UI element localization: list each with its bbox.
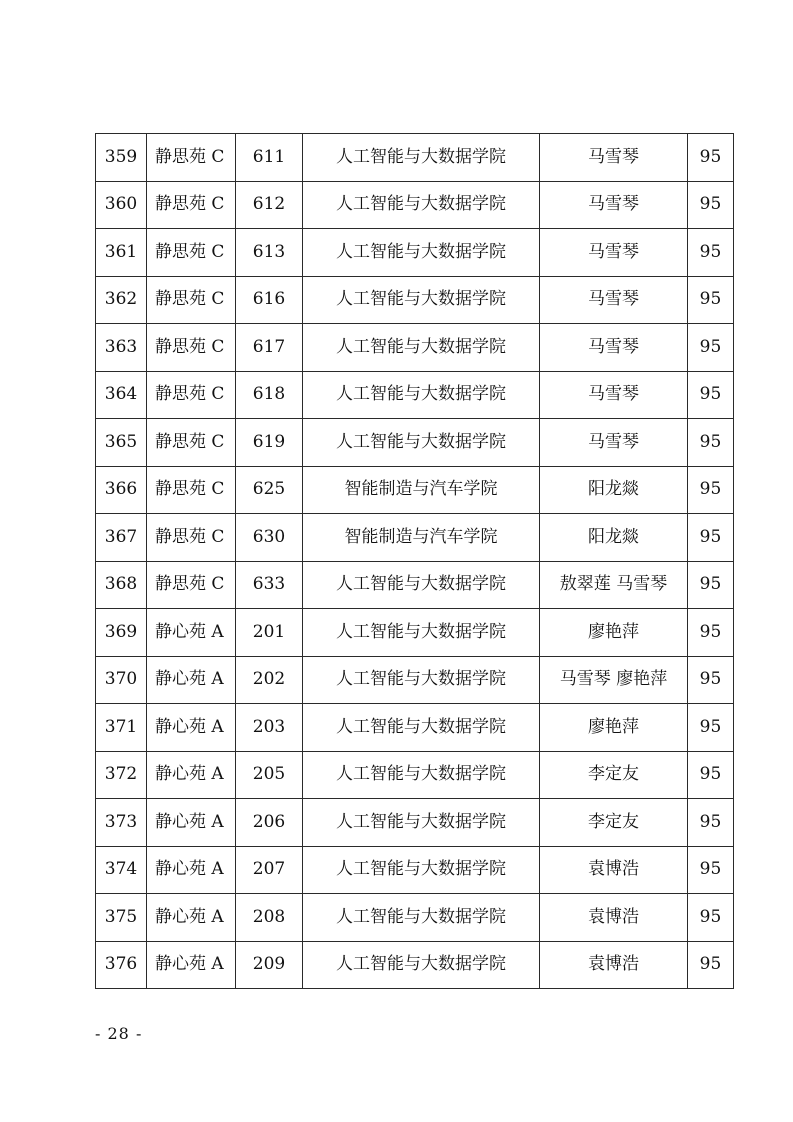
table-row xyxy=(96,419,734,467)
college-name: 人工智能与大数据学院 xyxy=(303,799,540,847)
table-row xyxy=(96,941,734,989)
building-name: 静心苑 A xyxy=(147,704,236,752)
score: 95 xyxy=(688,514,734,562)
room-number: 625 xyxy=(236,466,303,514)
college-name: 智能制造与汽车学院 xyxy=(303,514,540,562)
counselor-name: 袁博浩 xyxy=(540,846,688,894)
college-name: 人工智能与大数据学院 xyxy=(303,276,540,324)
row-index: 369 xyxy=(96,609,147,657)
table-body xyxy=(96,134,734,989)
table-row xyxy=(96,656,734,704)
table-row xyxy=(96,846,734,894)
room-number: 617 xyxy=(236,324,303,372)
college-name: 智能制造与汽车学院 xyxy=(303,466,540,514)
college-name: 人工智能与大数据学院 xyxy=(303,324,540,372)
counselor-name: 马雪琴 廖艳萍 xyxy=(540,656,688,704)
table-row xyxy=(96,324,734,372)
building-name: 静思苑 C xyxy=(147,466,236,514)
counselor-name: 马雪琴 xyxy=(540,324,688,372)
building-name: 静思苑 C xyxy=(147,561,236,609)
college-name: 人工智能与大数据学院 xyxy=(303,134,540,182)
room-number: 206 xyxy=(236,799,303,847)
college-name: 人工智能与大数据学院 xyxy=(303,561,540,609)
row-index: 373 xyxy=(96,799,147,847)
room-number: 203 xyxy=(236,704,303,752)
score: 95 xyxy=(688,561,734,609)
room-number: 208 xyxy=(236,894,303,942)
building-name: 静思苑 C xyxy=(147,229,236,277)
score: 95 xyxy=(688,941,734,989)
score: 95 xyxy=(688,371,734,419)
building-name: 静心苑 A xyxy=(147,751,236,799)
building-name: 静思苑 C xyxy=(147,419,236,467)
college-name: 人工智能与大数据学院 xyxy=(303,941,540,989)
college-name: 人工智能与大数据学院 xyxy=(303,846,540,894)
building-name: 静心苑 A xyxy=(147,846,236,894)
score: 95 xyxy=(688,609,734,657)
row-index: 366 xyxy=(96,466,147,514)
college-name: 人工智能与大数据学院 xyxy=(303,419,540,467)
college-name: 人工智能与大数据学院 xyxy=(303,229,540,277)
counselor-name: 马雪琴 xyxy=(540,134,688,182)
counselor-name: 李定友 xyxy=(540,751,688,799)
score: 95 xyxy=(688,799,734,847)
score: 95 xyxy=(688,276,734,324)
row-index: 365 xyxy=(96,419,147,467)
building-name: 静思苑 C xyxy=(147,181,236,229)
building-name: 静心苑 A xyxy=(147,894,236,942)
score: 95 xyxy=(688,846,734,894)
building-name: 静思苑 C xyxy=(147,276,236,324)
score: 95 xyxy=(688,894,734,942)
score: 95 xyxy=(688,229,734,277)
college-name: 人工智能与大数据学院 xyxy=(303,181,540,229)
row-index: 372 xyxy=(96,751,147,799)
room-number: 612 xyxy=(236,181,303,229)
table-row xyxy=(96,704,734,752)
score: 95 xyxy=(688,324,734,372)
row-index: 374 xyxy=(96,846,147,894)
dormitory-score-table xyxy=(95,133,734,989)
building-name: 静思苑 C xyxy=(147,134,236,182)
building-name: 静思苑 C xyxy=(147,514,236,562)
score: 95 xyxy=(688,419,734,467)
table-row xyxy=(96,799,734,847)
row-index: 361 xyxy=(96,229,147,277)
counselor-name: 袁博浩 xyxy=(540,894,688,942)
counselor-name: 马雪琴 xyxy=(540,229,688,277)
score: 95 xyxy=(688,656,734,704)
row-index: 367 xyxy=(96,514,147,562)
row-index: 363 xyxy=(96,324,147,372)
table-row xyxy=(96,751,734,799)
room-number: 630 xyxy=(236,514,303,562)
table-row xyxy=(96,371,734,419)
counselor-name: 阳龙燚 xyxy=(540,514,688,562)
room-number: 633 xyxy=(236,561,303,609)
row-index: 368 xyxy=(96,561,147,609)
counselor-name: 廖艳萍 xyxy=(540,609,688,657)
table-row xyxy=(96,561,734,609)
building-name: 静心苑 A xyxy=(147,941,236,989)
row-index: 359 xyxy=(96,134,147,182)
college-name: 人工智能与大数据学院 xyxy=(303,371,540,419)
college-name: 人工智能与大数据学院 xyxy=(303,609,540,657)
page-number: - 28 - xyxy=(95,1024,143,1043)
room-number: 207 xyxy=(236,846,303,894)
table-row xyxy=(96,276,734,324)
counselor-name: 马雪琴 xyxy=(540,276,688,324)
row-index: 376 xyxy=(96,941,147,989)
room-number: 202 xyxy=(236,656,303,704)
room-number: 201 xyxy=(236,609,303,657)
counselor-name: 马雪琴 xyxy=(540,181,688,229)
college-name: 人工智能与大数据学院 xyxy=(303,656,540,704)
table-row xyxy=(96,181,734,229)
college-name: 人工智能与大数据学院 xyxy=(303,704,540,752)
room-number: 611 xyxy=(236,134,303,182)
table-row xyxy=(96,466,734,514)
counselor-name: 袁博浩 xyxy=(540,941,688,989)
table-row xyxy=(96,609,734,657)
table-row xyxy=(96,894,734,942)
room-number: 618 xyxy=(236,371,303,419)
score: 95 xyxy=(688,181,734,229)
score: 95 xyxy=(688,466,734,514)
building-name: 静心苑 A xyxy=(147,799,236,847)
score: 95 xyxy=(688,751,734,799)
building-name: 静思苑 C xyxy=(147,371,236,419)
room-number: 613 xyxy=(236,229,303,277)
table-row xyxy=(96,229,734,277)
room-number: 616 xyxy=(236,276,303,324)
row-index: 364 xyxy=(96,371,147,419)
room-number: 209 xyxy=(236,941,303,989)
counselor-name: 马雪琴 xyxy=(540,371,688,419)
table-row xyxy=(96,134,734,182)
counselor-name: 敖翠莲 马雪琴 xyxy=(540,561,688,609)
building-name: 静心苑 A xyxy=(147,656,236,704)
college-name: 人工智能与大数据学院 xyxy=(303,894,540,942)
row-index: 375 xyxy=(96,894,147,942)
table-row xyxy=(96,514,734,562)
row-index: 370 xyxy=(96,656,147,704)
counselor-name: 马雪琴 xyxy=(540,419,688,467)
counselor-name: 廖艳萍 xyxy=(540,704,688,752)
row-index: 371 xyxy=(96,704,147,752)
row-index: 362 xyxy=(96,276,147,324)
score: 95 xyxy=(688,134,734,182)
college-name: 人工智能与大数据学院 xyxy=(303,751,540,799)
row-index: 360 xyxy=(96,181,147,229)
score: 95 xyxy=(688,704,734,752)
counselor-name: 李定友 xyxy=(540,799,688,847)
building-name: 静心苑 A xyxy=(147,609,236,657)
room-number: 619 xyxy=(236,419,303,467)
counselor-name: 阳龙燚 xyxy=(540,466,688,514)
building-name: 静思苑 C xyxy=(147,324,236,372)
room-number: 205 xyxy=(236,751,303,799)
